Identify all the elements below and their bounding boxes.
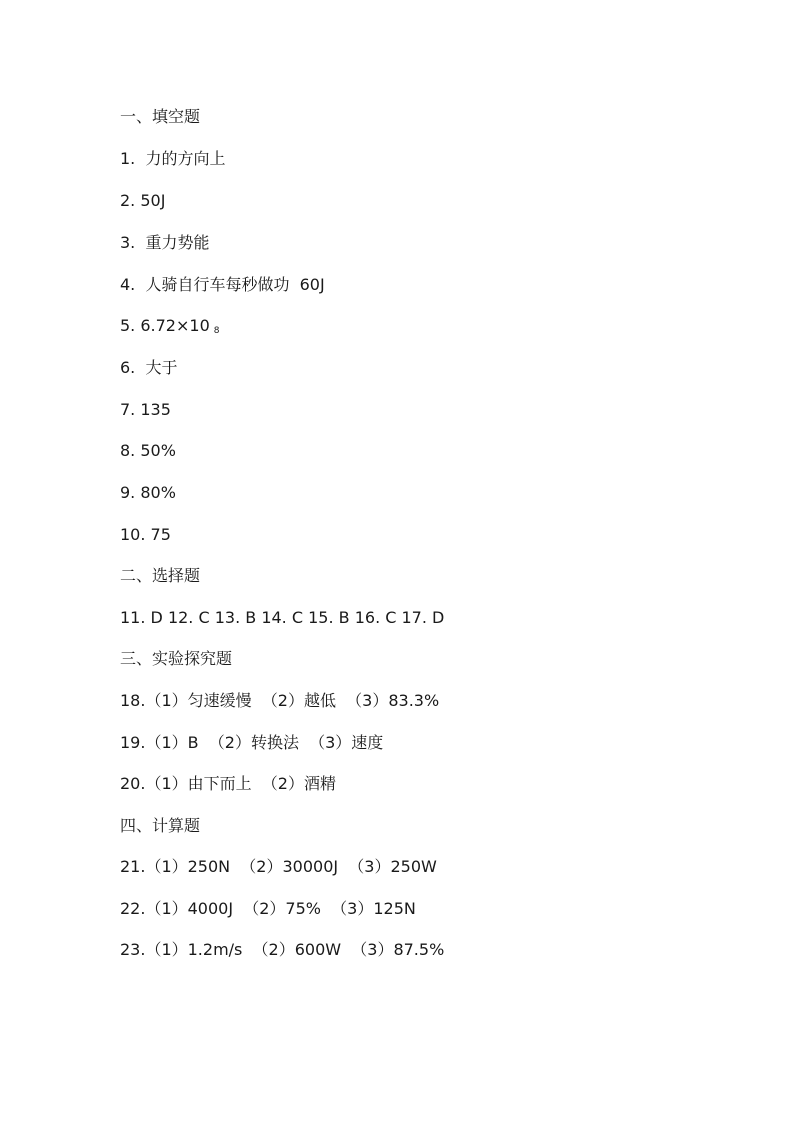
answer-5-base: 5. 6.72×10	[120, 316, 210, 335]
answer-3: 3. 重力势能	[120, 233, 210, 252]
answer-20: 20.（1）由下而上 （2）酒精	[120, 774, 336, 793]
answer-1: 1. 力的方向上	[120, 149, 226, 168]
answer-9: 9. 80%	[120, 483, 176, 502]
answer-21: 21.（1）250N （2）30000J （3）250W	[120, 857, 437, 876]
answer-5-exponent: 8	[213, 326, 220, 336]
answer-5	[120, 316, 219, 339]
answer-6: 6. 大于	[120, 358, 178, 377]
answer-10: 10. 75	[120, 525, 171, 544]
choice-answers: 11. D 12. C 13. B 14. C 15. B 16. C 17. D	[120, 608, 445, 627]
answer-7: 7. 135	[120, 400, 171, 419]
section-heading-calculation: 四、计算题	[120, 816, 201, 835]
section-heading-choice: 二、选择题	[120, 566, 201, 585]
answer-23: 23.（1）1.2m/s （2）600W （3）87.5%	[120, 940, 445, 959]
section-heading-experiment: 三、实验探究题	[120, 649, 233, 668]
answer-22: 22.（1）4000J （2）75% （3）125N	[120, 899, 416, 918]
answer-4: 4. 人骑自行车每秒做功 60J	[120, 275, 325, 294]
answer-18: 18.（1）匀速缓慢 （2）越低 （3）83.3%	[120, 691, 440, 710]
section-heading-fill-blank: 一、填空题	[120, 107, 201, 126]
answer-19: 19.（1）B （2）转换法 （3）速度	[120, 733, 384, 752]
answer-2: 2. 50J	[120, 191, 166, 210]
answer-8: 8. 50%	[120, 441, 176, 460]
